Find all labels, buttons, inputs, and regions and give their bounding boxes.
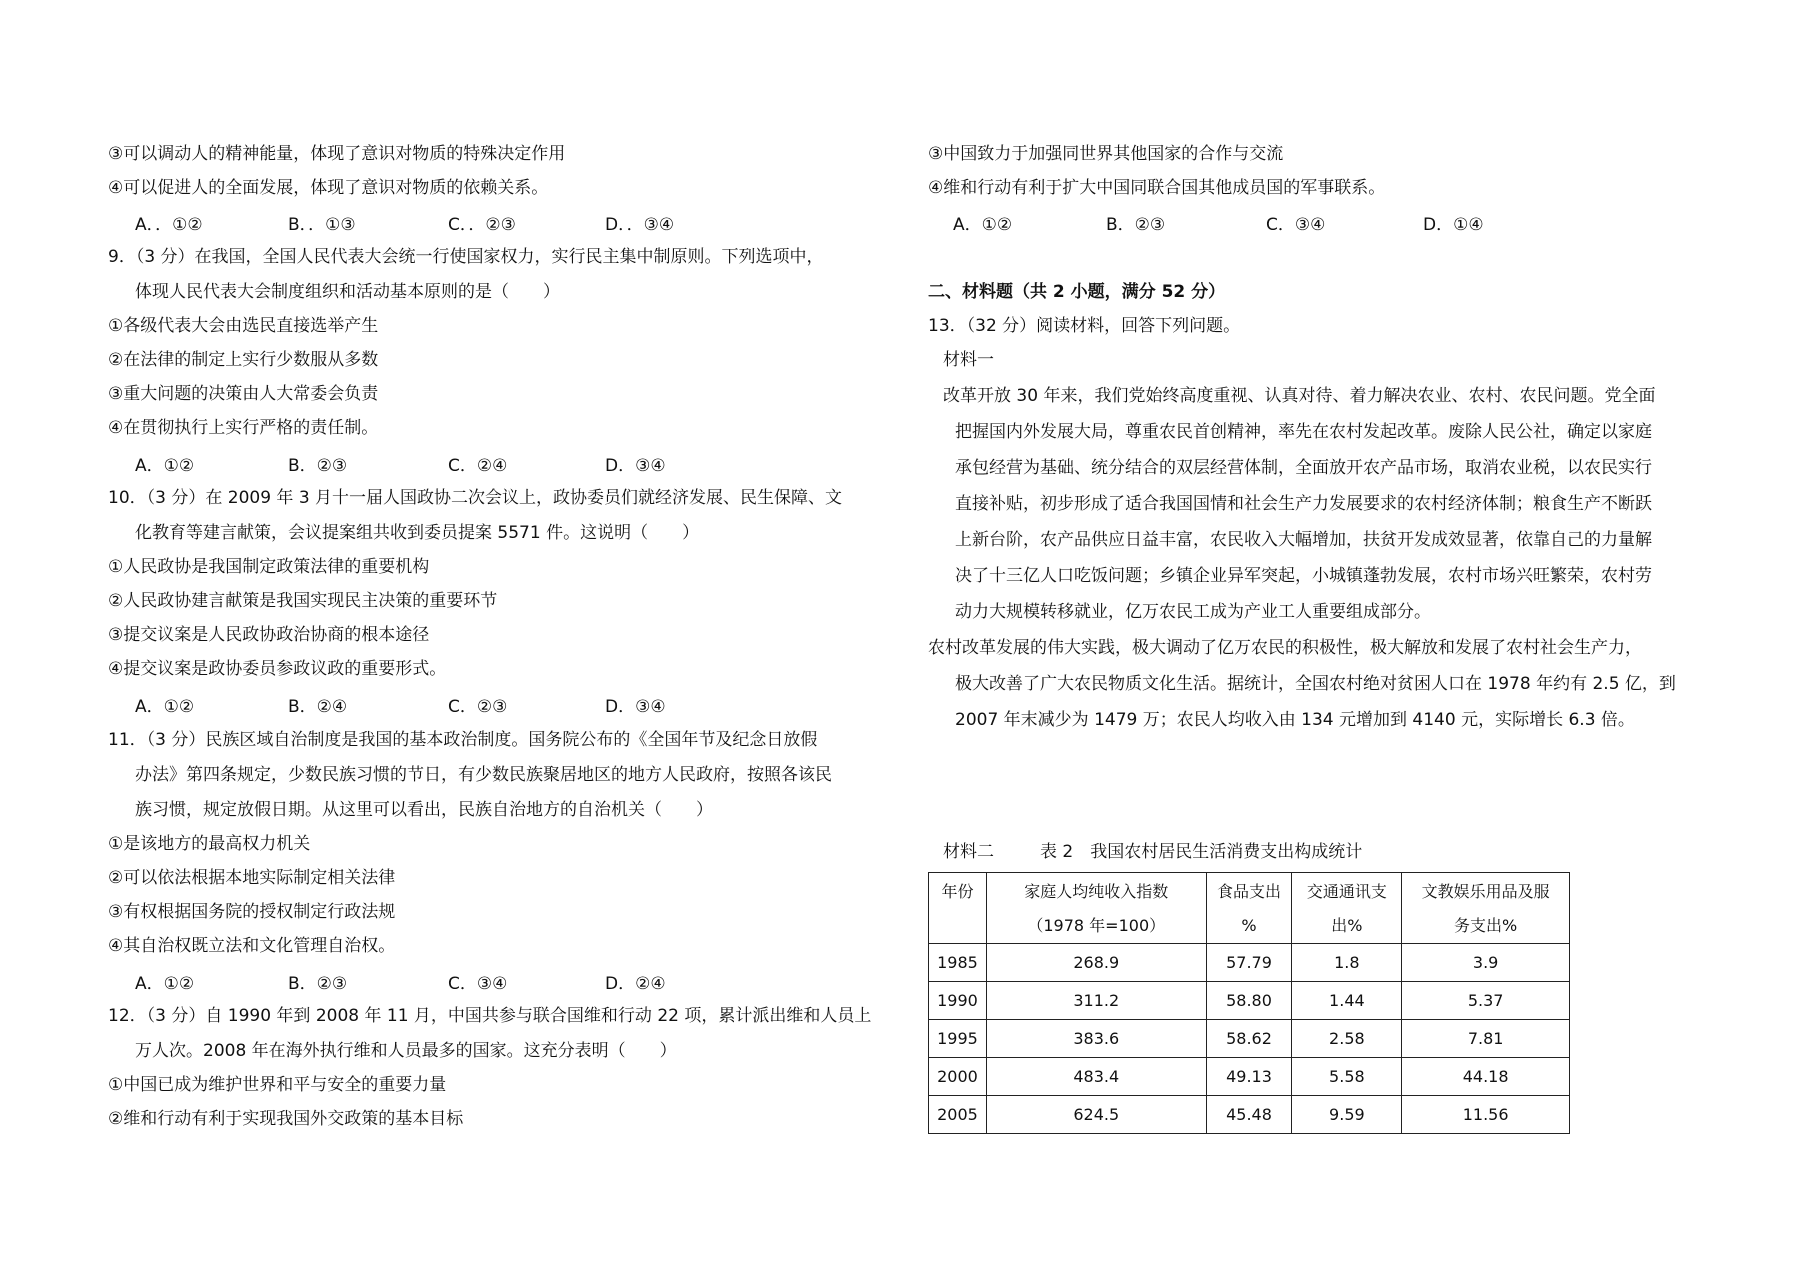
q9-stem: 9．（3 分）在我国，全国人民代表大会统一行使国家权力，实行民主集中制原则。下列选项中， bbox=[108, 247, 824, 267]
q11-option-1: ①是该地方的最高权力机关 bbox=[108, 834, 311, 854]
material-1-line: 动力大规模转移就业，亿万农民工成为产业工人重要组成部分。 bbox=[955, 602, 1431, 622]
q10-option-4: ④提交议案是政协委员参政议政的重要形式。 bbox=[108, 659, 447, 679]
answer-b: B．②③ bbox=[288, 974, 348, 994]
table-caption: 表 2 我国农村居民生活消费支出构成统计 bbox=[1040, 842, 1363, 862]
cell-culture: 5.37 bbox=[1402, 982, 1570, 1020]
table-row bbox=[929, 944, 1570, 982]
cell-culture: 11.56 bbox=[1402, 1096, 1570, 1134]
cell-year: 1985 bbox=[929, 944, 987, 982]
material-1-cont-line: 农村改革发展的伟大实践，极大调动了亿万农民的积极性，极大解放和发展了农村社会生产力， bbox=[928, 638, 1642, 658]
cell-year: 1990 bbox=[929, 982, 987, 1020]
q10-stem: 10．（3 分）在 2009 年 3 月十一届人国政协二次会议上，政协委员们就经济发展、民生保障、文 bbox=[108, 488, 843, 508]
header-income-index: 家庭人均纯收入指数 （1978 年=100） bbox=[986, 873, 1206, 944]
q12-stem: 12．（3 分）自 1990 年到 2008 年 11 月，中国共参与联合国维和行动 22 项，累计派出维和人员上 bbox=[108, 1006, 872, 1026]
cell-culture: 44.18 bbox=[1402, 1058, 1570, 1096]
cell-food: 57.79 bbox=[1206, 944, 1292, 982]
answer-b: B．②④ bbox=[288, 697, 348, 717]
table-row bbox=[929, 1058, 1570, 1096]
cell-income-index: 383.6 bbox=[986, 1020, 1206, 1058]
answer-c: C．②③ bbox=[448, 697, 508, 717]
table-row bbox=[929, 1096, 1570, 1134]
q12-option-2: ②维和行动有利于实现我国外交政策的基本目标 bbox=[108, 1109, 464, 1129]
table-row bbox=[929, 982, 1570, 1020]
cell-income-index: 311.2 bbox=[986, 982, 1206, 1020]
cell-food: 58.62 bbox=[1206, 1020, 1292, 1058]
q9-option-2: ②在法律的制定上实行少数服从多数 bbox=[108, 350, 379, 370]
header-transport: 交通通讯支 出% bbox=[1292, 873, 1402, 944]
answer-c: C．③④ bbox=[448, 974, 508, 994]
q10-stem-cont: 化教育等建言献策，会议提案组共收到委员提案 5571 件。这说明（ ） bbox=[135, 523, 700, 543]
answer-a: A．①② bbox=[135, 974, 195, 994]
cell-culture: 7.81 bbox=[1402, 1020, 1570, 1058]
answer-d: D．③④ bbox=[605, 697, 666, 717]
material-1-line: 把握国内外发展大局，尊重农民首创精神，率先在农村发起改革。废除人民公社，确定以家庭 bbox=[955, 422, 1652, 442]
answer-a: A．①② bbox=[135, 697, 195, 717]
answer-b: B．②③ bbox=[288, 456, 348, 476]
header-culture: 文教娱乐用品及服 务支出% bbox=[1402, 873, 1570, 944]
cell-year: 2005 bbox=[929, 1096, 987, 1134]
cell-food: 58.80 bbox=[1206, 982, 1292, 1020]
q11-option-2: ②可以依法根据本地实际制定相关法律 bbox=[108, 868, 396, 888]
cell-transport: 9.59 bbox=[1292, 1096, 1402, 1134]
answer-d: D．①④ bbox=[1423, 215, 1484, 235]
header-food: 食品支出 % bbox=[1206, 873, 1292, 944]
answer-b: B．．①③ bbox=[288, 215, 356, 235]
q11-stem-cont-2: 族习惯，规定放假日期。从这里可以看出，民族自治地方的自治机关（ ） bbox=[135, 800, 713, 820]
answer-c: C．③④ bbox=[1266, 215, 1326, 235]
answer-d: D．②④ bbox=[605, 974, 666, 994]
answer-a: A．①② bbox=[135, 456, 195, 476]
q9-option-3: ③重大问题的决策由人大常委会负责 bbox=[108, 384, 379, 404]
q11-option-4: ④其自治权既立法和文化管理自治权。 bbox=[108, 936, 396, 956]
answer-c: C．．②③ bbox=[448, 215, 516, 235]
answer-d: D．．③④ bbox=[605, 215, 675, 235]
material-1-line: 决了十三亿人口吃饭问题；乡镇企业异军突起，小城镇蓬勃发展，农村市场兴旺繁荣，农村劳 bbox=[955, 566, 1652, 586]
cell-food: 45.48 bbox=[1206, 1096, 1292, 1134]
material-2-label: 材料二 bbox=[943, 842, 994, 862]
table-header-row bbox=[929, 873, 1570, 944]
answer-a: A．①② bbox=[953, 215, 1013, 235]
cell-income-index: 624.5 bbox=[986, 1096, 1206, 1134]
material-1-line: 上新台阶，农产品供应日益丰富，农民收入大幅增加，扶贫开发成效显著，依靠自己的力量解 bbox=[955, 530, 1652, 550]
answer-c: C．②④ bbox=[448, 456, 508, 476]
section-2-title: 二、材料题（共 2 小题，满分 52 分） bbox=[928, 282, 1226, 302]
cell-transport: 1.44 bbox=[1292, 982, 1402, 1020]
header-year: 年份 bbox=[929, 873, 987, 944]
cell-income-index: 268.9 bbox=[986, 944, 1206, 982]
material-1-line: 改革开放 30 年来，我们党始终高度重视、认真对待、着力解决农业、农村、农民问题。党全面 bbox=[943, 386, 1656, 406]
q13-title: 13．（32 分）阅读材料，回答下列问题。 bbox=[928, 316, 1241, 336]
q8-option-4: ④可以促进人的全面发展，体现了意识对物质的依赖关系。 bbox=[108, 178, 549, 198]
answer-d: D．③④ bbox=[605, 456, 666, 476]
material-1-cont-line: 2007 年末减少为 1479 万；农民人均收入由 134 元增加到 4140 元，实际增长 6.3 倍。 bbox=[955, 710, 1635, 730]
q12-option-1: ①中国已成为维护世界和平与安全的重要力量 bbox=[108, 1075, 447, 1095]
q8-option-3: ③可以调动人的精神能量，体现了意识对物质的特殊决定作用 bbox=[108, 144, 566, 164]
cell-transport: 5.58 bbox=[1292, 1058, 1402, 1096]
q12-option-4: ④维和行动有利于扩大中国同联合国其他成员国的军事联系。 bbox=[928, 178, 1386, 198]
q11-stem: 11．（3 分）民族区域自治制度是我国的基本政治制度。国务院公布的《全国年节及纪念日放假 bbox=[108, 730, 818, 750]
cell-year: 2000 bbox=[929, 1058, 987, 1096]
table-row bbox=[929, 1020, 1570, 1058]
cell-food: 49.13 bbox=[1206, 1058, 1292, 1096]
q12-option-3: ③中国致力于加强同世界其他国家的合作与交流 bbox=[928, 144, 1284, 164]
consumption-table bbox=[928, 872, 1570, 1134]
q10-option-3: ③提交议案是人民政协政治协商的根本途径 bbox=[108, 625, 430, 645]
cell-transport: 2.58 bbox=[1292, 1020, 1402, 1058]
cell-income-index: 483.4 bbox=[986, 1058, 1206, 1096]
q11-option-3: ③有权根据国务院的授权制定行政法规 bbox=[108, 902, 396, 922]
q10-option-1: ①人民政协是我国制定政策法律的重要机构 bbox=[108, 557, 430, 577]
material-1-cont-line: 极大改善了广大农民物质文化生活。据统计，全国农村绝对贫困人口在 1978 年约有 2.5 亿，到 bbox=[955, 674, 1676, 694]
material-1-line: 直接补贴，初步形成了适合我国国情和社会生产力发展要求的农村经济体制；粮食生产不断跃 bbox=[955, 494, 1652, 514]
cell-year: 1995 bbox=[929, 1020, 987, 1058]
q9-option-4: ④在贯彻执行上实行严格的责任制。 bbox=[108, 418, 379, 438]
cell-transport: 1.8 bbox=[1292, 944, 1402, 982]
answer-b: B．②③ bbox=[1106, 215, 1166, 235]
material-1-label: 材料一 bbox=[943, 350, 994, 370]
q11-stem-cont-1: 办法》第四条规定，少数民族习惯的节日，有少数民族聚居地区的地方人民政府，按照各该民 bbox=[135, 765, 832, 785]
material-1-line: 承包经营为基础、统分结合的双层经营体制，全面放开农产品市场，取消农业税，以农民实行 bbox=[955, 458, 1652, 478]
q9-option-1: ①各级代表大会由选民直接选举产生 bbox=[108, 316, 379, 336]
q12-stem-cont: 万人次。2008 年在海外执行维和人员最多的国家。这充分表明（ ） bbox=[135, 1041, 677, 1061]
answer-a: A．．①② bbox=[135, 215, 203, 235]
q10-option-2: ②人民政协建言献策是我国实现民主决策的重要环节 bbox=[108, 591, 498, 611]
cell-culture: 3.9 bbox=[1402, 944, 1570, 982]
q9-stem-cont: 体现人民代表大会制度组织和活动基本原则的是（ ） bbox=[135, 282, 560, 302]
